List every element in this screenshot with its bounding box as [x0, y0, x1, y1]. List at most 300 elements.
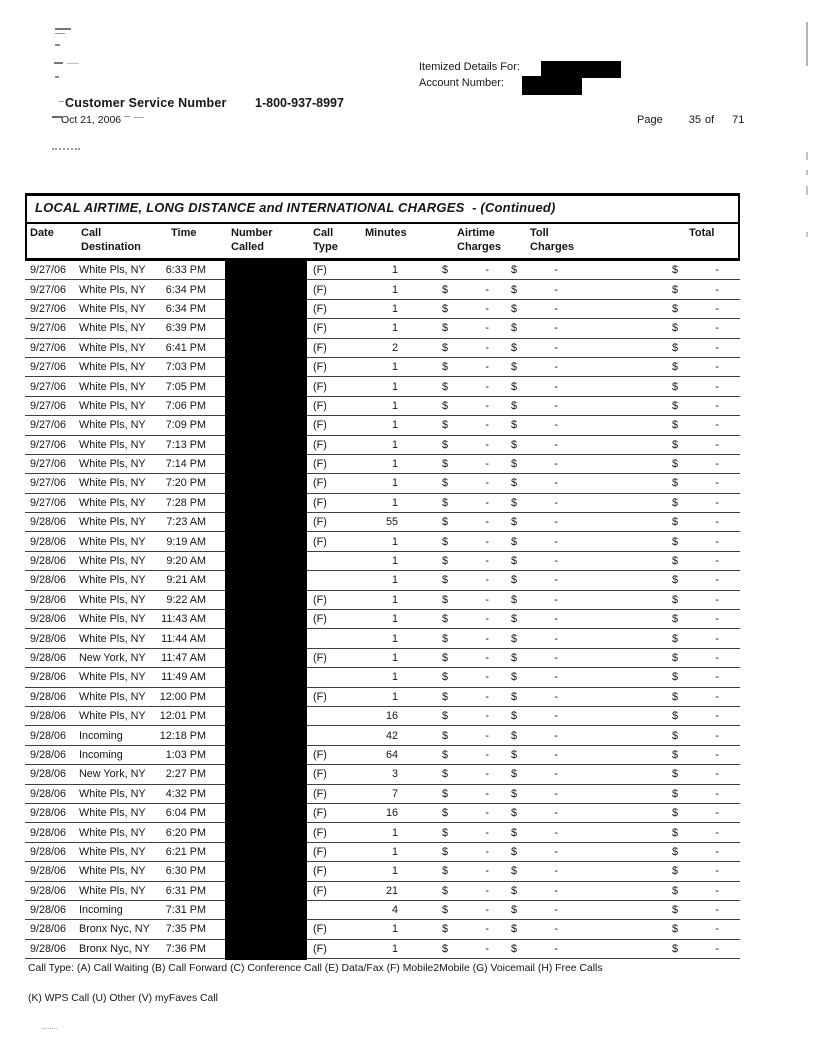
scan-artifact	[806, 186, 808, 195]
currency-symbol: $	[442, 748, 449, 761]
cell-time: 7:03 PM	[165, 361, 206, 374]
cell-airtime-charge	[403, 613, 495, 625]
table-row	[25, 513, 740, 532]
currency-symbol: $	[511, 419, 518, 432]
amount-value: -	[715, 458, 719, 471]
cell-total-charge	[567, 671, 740, 683]
charges-table	[25, 193, 740, 959]
cell-time: 6:04 PM	[165, 807, 206, 820]
table-title: LOCAL AIRTIME, LONG DISTANCE and INTERNATIONAL CHARGES - (Continued)	[27, 196, 738, 224]
amount-value: -	[554, 555, 558, 568]
cell-time: 11:43 AM	[161, 613, 206, 626]
amount-value: -	[715, 496, 719, 509]
cell-toll-charge	[495, 284, 567, 296]
currency-symbol: $	[511, 826, 518, 839]
cell-date: 9/28/06	[30, 729, 67, 742]
cell-call-type: (F)	[313, 884, 327, 897]
table-row	[25, 571, 740, 590]
cell-airtime-charge	[403, 477, 495, 489]
cell-total-charge	[567, 439, 740, 451]
amount-value: -	[485, 361, 489, 374]
cell-time: 12:01 PM	[159, 710, 206, 723]
amount-value: -	[554, 477, 558, 490]
cell-call-destination: White Pls, NY	[79, 399, 146, 412]
cell-total-charge	[567, 381, 740, 393]
currency-symbol: $	[672, 264, 679, 277]
amount-value: -	[715, 535, 719, 548]
currency-symbol: $	[511, 845, 518, 858]
scan-artifact	[43, 1028, 57, 1029]
cell-date: 9/28/06	[30, 807, 67, 820]
cell-total-charge	[567, 536, 740, 548]
currency-symbol: $	[511, 477, 518, 490]
cell-airtime-charge	[403, 574, 495, 586]
cell-toll-charge	[495, 361, 567, 373]
currency-symbol: $	[511, 690, 518, 703]
cell-total-charge	[567, 768, 740, 780]
amount-value: -	[485, 380, 489, 393]
cell-total-charge	[567, 303, 740, 315]
currency-symbol: $	[442, 690, 449, 703]
currency-symbol: $	[442, 613, 449, 626]
amount-value: -	[554, 845, 558, 858]
amount-value: -	[485, 322, 489, 335]
cell-call-destination: Incoming	[79, 729, 123, 742]
table-row	[25, 416, 740, 435]
amount-value: -	[715, 516, 719, 529]
currency-symbol: $	[672, 341, 679, 354]
cell-call-destination: White Pls, NY	[79, 710, 146, 723]
cell-time: 6:20 PM	[165, 826, 206, 839]
amount-value: -	[485, 884, 489, 897]
cell-total-charge	[567, 885, 740, 897]
cell-time: 7:28 PM	[165, 496, 206, 509]
currency-symbol: $	[511, 458, 518, 471]
col-header-number-called: Number Called	[231, 227, 273, 253]
cell-total-charge	[567, 400, 740, 412]
cell-airtime-charge	[403, 303, 495, 315]
amount-value: -	[485, 341, 489, 354]
cell-minutes: 1	[391, 419, 398, 432]
amount-value: -	[485, 942, 489, 955]
amount-value: -	[485, 787, 489, 800]
cell-call-type: (F)	[313, 535, 327, 548]
cell-minutes: 1	[391, 477, 398, 490]
currency-symbol: $	[511, 865, 518, 878]
currency-symbol: $	[511, 574, 518, 587]
cell-airtime-charge	[403, 516, 495, 528]
amount-value: -	[554, 496, 558, 509]
cell-time: 6:39 PM	[165, 322, 206, 335]
scan-artifact	[55, 33, 65, 34]
table-row	[25, 882, 740, 901]
cell-total-charge	[567, 419, 740, 431]
amount-value: -	[485, 807, 489, 820]
cell-toll-charge	[495, 477, 567, 489]
cell-minutes: 21	[385, 884, 398, 897]
currency-symbol: $	[442, 496, 449, 509]
cell-call-destination: White Pls, NY	[79, 884, 146, 897]
amount-value: -	[554, 768, 558, 781]
scan-artifact	[806, 232, 808, 237]
amount-value: -	[485, 496, 489, 509]
amount-value: -	[554, 593, 558, 606]
currency-symbol: $	[672, 865, 679, 878]
amount-value: -	[554, 807, 558, 820]
cell-call-destination: White Pls, NY	[79, 535, 146, 548]
cell-call-type: (F)	[313, 516, 327, 529]
currency-symbol: $	[442, 574, 449, 587]
amount-value: -	[485, 477, 489, 490]
cell-date: 9/28/06	[30, 942, 67, 955]
cell-minutes: 1	[391, 923, 398, 936]
currency-symbol: $	[672, 361, 679, 374]
currency-symbol: $	[442, 380, 449, 393]
cell-toll-charge	[495, 671, 567, 683]
cell-time: 6:30 PM	[165, 865, 206, 878]
cell-date: 9/27/06	[30, 283, 67, 296]
cell-call-destination: Bronx Nyc, NY	[79, 942, 150, 955]
cell-call-destination: White Pls, NY	[79, 302, 146, 315]
currency-symbol: $	[442, 826, 449, 839]
currency-symbol: $	[442, 923, 449, 936]
table-row	[25, 668, 740, 687]
cell-toll-charge	[495, 749, 567, 761]
cell-toll-charge	[495, 943, 567, 955]
amount-value: -	[554, 690, 558, 703]
currency-symbol: $	[672, 710, 679, 723]
cell-date: 9/28/06	[30, 865, 67, 878]
cell-date: 9/28/06	[30, 923, 67, 936]
cell-airtime-charge	[403, 865, 495, 877]
cell-call-destination: White Pls, NY	[79, 865, 146, 878]
cell-total-charge	[567, 807, 740, 819]
amount-value: -	[554, 302, 558, 315]
cell-toll-charge	[495, 536, 567, 548]
cell-time: 7:06 PM	[165, 399, 206, 412]
currency-symbol: $	[511, 361, 518, 374]
table-body	[25, 261, 740, 959]
cell-airtime-charge	[403, 652, 495, 664]
amount-value: -	[554, 419, 558, 432]
call-type-legend-line1: Call Type: (A) Call Waiting (B) Call Forward (C) Conference Call (E) Data/Fax (F) Mobile2Mobile (G) Voicemail (H) Free Calls	[28, 963, 603, 974]
amount-value: -	[485, 399, 489, 412]
amount-value: -	[715, 671, 719, 684]
cell-time: 6:21 PM	[165, 845, 206, 858]
currency-symbol: $	[672, 904, 679, 917]
cell-total-charge	[567, 613, 740, 625]
cell-total-charge	[567, 923, 740, 935]
amount-value: -	[554, 264, 558, 277]
cell-call-destination: White Pls, NY	[79, 283, 146, 296]
scan-artifact	[67, 63, 79, 64]
currency-symbol: $	[442, 419, 449, 432]
cell-total-charge	[567, 516, 740, 528]
currency-symbol: $	[672, 690, 679, 703]
amount-value: -	[485, 904, 489, 917]
table-row	[25, 726, 740, 745]
cell-call-destination: White Pls, NY	[79, 322, 146, 335]
amount-value: -	[715, 884, 719, 897]
page-label: Page	[637, 114, 663, 126]
currency-symbol: $	[442, 322, 449, 335]
cell-toll-charge	[495, 613, 567, 625]
amount-value: -	[485, 690, 489, 703]
cell-airtime-charge	[403, 807, 495, 819]
scan-artifact	[124, 116, 130, 117]
cell-call-type: (F)	[313, 380, 327, 393]
amount-value: -	[715, 632, 719, 645]
cell-airtime-charge	[403, 788, 495, 800]
cell-total-charge	[567, 574, 740, 586]
currency-symbol: $	[511, 555, 518, 568]
amount-value: -	[715, 341, 719, 354]
currency-symbol: $	[511, 264, 518, 277]
cell-time: 4:32 PM	[165, 787, 206, 800]
amount-value: -	[554, 748, 558, 761]
currency-symbol: $	[672, 302, 679, 315]
cell-call-type: (F)	[313, 419, 327, 432]
cell-minutes: 1	[391, 652, 398, 664]
cell-airtime-charge	[403, 846, 495, 858]
cell-date: 9/27/06	[30, 477, 67, 490]
currency-symbol: $	[442, 302, 449, 315]
currency-symbol: $	[442, 283, 449, 296]
table-row	[25, 765, 740, 784]
table-row	[25, 823, 740, 842]
cell-call-type: (F)	[313, 322, 327, 335]
amount-value: -	[485, 283, 489, 296]
amount-value: -	[715, 361, 719, 374]
amount-value: -	[485, 555, 489, 568]
table-row	[25, 397, 740, 416]
currency-symbol: $	[442, 477, 449, 490]
statement-date: Oct 21, 2006	[61, 114, 122, 126]
cell-call-destination: White Pls, NY	[79, 613, 146, 626]
currency-symbol: $	[672, 787, 679, 800]
cell-toll-charge	[495, 768, 567, 780]
cell-airtime-charge	[403, 768, 495, 780]
table-row	[25, 591, 740, 610]
cell-call-type: (F)	[313, 748, 327, 761]
customer-service-label: Customer Service Number	[65, 96, 227, 110]
cell-date: 9/28/06	[30, 845, 67, 858]
col-header-time: Time	[171, 227, 197, 239]
cell-date: 9/28/06	[30, 613, 67, 626]
cell-call-destination: White Pls, NY	[79, 671, 146, 684]
amount-value: -	[715, 593, 719, 606]
cell-minutes: 1	[391, 574, 398, 587]
cell-total-charge	[567, 710, 740, 722]
cell-airtime-charge	[403, 361, 495, 373]
cell-time: 6:34 PM	[165, 302, 206, 315]
currency-symbol: $	[511, 496, 518, 509]
cell-call-destination: White Pls, NY	[79, 438, 146, 451]
cell-total-charge	[567, 788, 740, 800]
currency-symbol: $	[672, 826, 679, 839]
amount-value: -	[715, 787, 719, 800]
cell-date: 9/28/06	[30, 768, 67, 781]
cell-time: 7:35 PM	[165, 923, 206, 936]
currency-symbol: $	[672, 593, 679, 606]
cell-toll-charge	[495, 516, 567, 528]
currency-symbol: $	[511, 380, 518, 393]
cell-call-destination: White Pls, NY	[79, 341, 146, 354]
cell-minutes: 1	[391, 264, 398, 277]
table-row	[25, 300, 740, 319]
cell-total-charge	[567, 477, 740, 489]
cell-total-charge	[567, 284, 740, 296]
table-column-headers	[27, 224, 738, 258]
currency-symbol: $	[672, 807, 679, 820]
cell-minutes: 64	[385, 748, 398, 761]
table-row	[25, 649, 740, 668]
cell-time: 12:18 PM	[159, 729, 206, 742]
amount-value: -	[554, 341, 558, 354]
cell-call-destination: Incoming	[79, 748, 123, 761]
amount-value: -	[485, 923, 489, 936]
currency-symbol: $	[442, 787, 449, 800]
cell-minutes: 1	[391, 593, 398, 606]
cell-toll-charge	[495, 730, 567, 742]
scan-artifact	[806, 22, 808, 66]
cell-minutes: 1	[391, 690, 398, 703]
currency-symbol: $	[442, 729, 449, 742]
cell-airtime-charge	[403, 885, 495, 897]
cell-call-type: (F)	[313, 283, 327, 296]
currency-symbol: $	[442, 768, 449, 781]
cell-call-type: (F)	[313, 477, 327, 490]
currency-symbol: $	[511, 593, 518, 606]
amount-value: -	[485, 729, 489, 742]
cell-date: 9/27/06	[30, 341, 67, 354]
cell-call-destination: White Pls, NY	[79, 574, 146, 587]
table-row	[25, 377, 740, 396]
cell-toll-charge	[495, 439, 567, 451]
cell-minutes: 16	[385, 807, 398, 820]
cell-minutes: 16	[385, 710, 398, 723]
amount-value: -	[485, 574, 489, 587]
cell-call-destination: White Pls, NY	[79, 477, 146, 490]
amount-value: -	[485, 768, 489, 781]
amount-value: -	[485, 516, 489, 529]
amount-value: -	[715, 419, 719, 432]
currency-symbol: $	[672, 438, 679, 451]
amount-value: -	[485, 826, 489, 839]
currency-symbol: $	[442, 264, 449, 277]
table-row	[25, 474, 740, 493]
cell-total-charge	[567, 633, 740, 645]
currency-symbol: $	[442, 399, 449, 412]
cell-call-type: (F)	[313, 302, 327, 315]
table-row	[25, 610, 740, 629]
cell-total-charge	[567, 652, 740, 664]
currency-symbol: $	[442, 845, 449, 858]
cell-time: 7:36 PM	[165, 942, 206, 955]
amount-value: -	[485, 652, 489, 664]
cell-total-charge	[567, 264, 740, 276]
currency-symbol: $	[672, 399, 679, 412]
cell-time: 11:47 AM	[161, 652, 206, 664]
cell-toll-charge	[495, 322, 567, 334]
amount-value: -	[554, 535, 558, 548]
cell-toll-charge	[495, 827, 567, 839]
cell-minutes: 1	[391, 399, 398, 412]
table-row	[25, 862, 740, 881]
currency-symbol: $	[672, 516, 679, 529]
currency-symbol: $	[511, 613, 518, 626]
table-row	[25, 629, 740, 648]
cell-toll-charge	[495, 594, 567, 606]
amount-value: -	[485, 865, 489, 878]
cell-date: 9/28/06	[30, 826, 67, 839]
table-row	[25, 940, 740, 959]
col-header-total: Total	[689, 227, 715, 239]
table-row	[25, 785, 740, 804]
currency-symbol: $	[442, 438, 449, 451]
cell-call-type: (F)	[313, 458, 327, 471]
table-row	[25, 455, 740, 474]
cell-total-charge	[567, 865, 740, 877]
amount-value: -	[485, 535, 489, 548]
cell-time: 12:00 PM	[159, 690, 206, 703]
amount-value: -	[715, 438, 719, 451]
cell-total-charge	[567, 322, 740, 334]
itemized-details-label: Itemized Details For:	[419, 61, 520, 73]
col-header-date: Date	[30, 227, 54, 239]
cell-call-type: (F)	[313, 787, 327, 800]
cell-date: 9/28/06	[30, 710, 67, 723]
cell-toll-charge	[495, 264, 567, 276]
cell-call-type: (F)	[313, 807, 327, 820]
cell-airtime-charge	[403, 923, 495, 935]
cell-airtime-charge	[403, 594, 495, 606]
amount-value: -	[485, 302, 489, 315]
currency-symbol: $	[511, 807, 518, 820]
cell-airtime-charge	[403, 671, 495, 683]
table-row	[25, 843, 740, 862]
scan-artifact	[134, 117, 144, 118]
amount-value: -	[554, 884, 558, 897]
amount-value: -	[715, 729, 719, 742]
amount-value: -	[715, 477, 719, 490]
table-row	[25, 532, 740, 551]
cell-toll-charge	[495, 555, 567, 567]
redaction-bar-number-called	[225, 261, 307, 960]
amount-value: -	[485, 671, 489, 684]
cell-toll-charge	[495, 574, 567, 586]
amount-value: -	[485, 613, 489, 626]
currency-symbol: $	[672, 748, 679, 761]
cell-date: 9/28/06	[30, 652, 67, 664]
cell-minutes: 1	[391, 302, 398, 315]
cell-toll-charge	[495, 865, 567, 877]
cell-call-type: (F)	[313, 652, 327, 664]
currency-symbol: $	[672, 322, 679, 335]
cell-date: 9/28/06	[30, 535, 67, 548]
currency-symbol: $	[672, 768, 679, 781]
currency-symbol: $	[672, 671, 679, 684]
cell-call-type: (F)	[313, 438, 327, 451]
cell-minutes: 42	[385, 729, 398, 742]
amount-value: -	[485, 593, 489, 606]
amount-value: -	[715, 613, 719, 626]
amount-value: -	[554, 380, 558, 393]
cell-airtime-charge	[403, 633, 495, 645]
cell-toll-charge	[495, 710, 567, 722]
cell-date: 9/27/06	[30, 380, 67, 393]
currency-symbol: $	[442, 593, 449, 606]
